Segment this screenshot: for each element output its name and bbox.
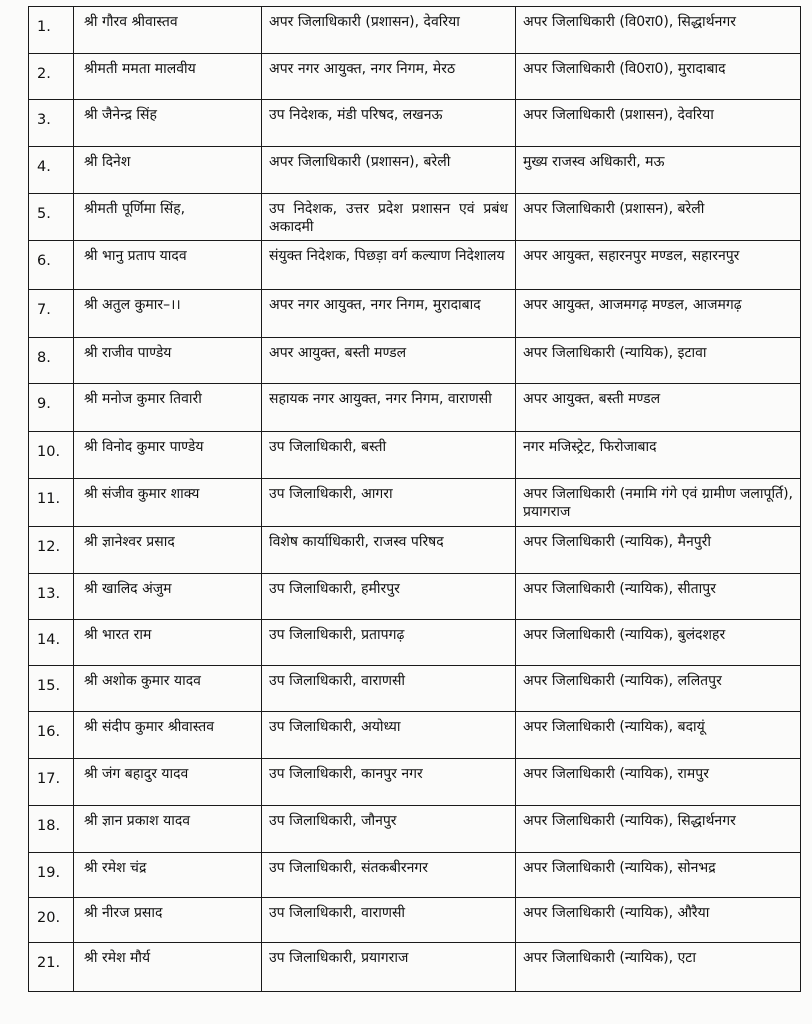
current-posting-cell: अपर जिलाधिकारी (प्रशासन), देवरिया — [262, 7, 516, 54]
serial-number-cell: 12. — [29, 527, 74, 574]
officer-name-cell: श्री भानु प्रताप यादव — [74, 241, 262, 290]
officer-name-cell: श्री भारत राम — [74, 620, 262, 666]
transfer-table — [28, 6, 801, 992]
officer-name-cell: श्री विनोद कुमार पाण्डेय — [74, 432, 262, 479]
current-posting-cell: उप जिलाधिकारी, प्रयागराज — [262, 943, 516, 992]
new-posting-cell: अपर जिलाधिकारी (न्यायिक), बुलंदशहर — [516, 620, 801, 666]
serial-number-cell: 4. — [29, 147, 74, 194]
table-row — [29, 432, 801, 479]
table-row — [29, 290, 801, 338]
serial-number-cell: 18. — [29, 806, 74, 853]
current-posting-cell: अपर आयुक्त, बस्ती मण्डल — [262, 338, 516, 384]
officer-name-cell: श्री जैनेन्द्र सिंह — [74, 100, 262, 147]
new-posting-cell: अपर जिलाधिकारी (न्यायिक), मैनपुरी — [516, 527, 801, 574]
new-posting-cell: अपर जिलाधिकारी (न्यायिक), बदायूं — [516, 712, 801, 759]
serial-number-cell: 15. — [29, 666, 74, 712]
current-posting-cell: सहायक नगर आयुक्त, नगर निगम, वाराणसी — [262, 384, 516, 432]
officer-name-cell: श्री नीरज प्रसाद — [74, 898, 262, 943]
table-row — [29, 853, 801, 898]
new-posting-cell: अपर जिलाधिकारी (न्यायिक), रामपुर — [516, 759, 801, 806]
current-posting-cell: संयुक्त निदेशक, पिछड़ा वर्ग कल्याण निदेशालय — [262, 241, 516, 290]
current-posting-cell: उप जिलाधिकारी, कानपुर नगर — [262, 759, 516, 806]
serial-number-cell: 2. — [29, 54, 74, 100]
current-posting-cell: उप जिलाधिकारी, आगरा — [262, 479, 516, 527]
officer-name-cell: श्री जंग बहादुर यादव — [74, 759, 262, 806]
officer-name-cell: श्रीमती पूर्णिमा सिंह, — [74, 194, 262, 241]
table-body — [29, 7, 801, 992]
new-posting-cell: अपर आयुक्त, आजमगढ़ मण्डल, आजमगढ़ — [516, 290, 801, 338]
current-posting-cell: उप जिलाधिकारी, जौनपुर — [262, 806, 516, 853]
current-posting-cell: उप जिलाधिकारी, वाराणसी — [262, 898, 516, 943]
officer-name-cell: श्री राजीव पाण्डेय — [74, 338, 262, 384]
table-row — [29, 7, 801, 54]
table-row — [29, 620, 801, 666]
table-row — [29, 384, 801, 432]
table-row — [29, 898, 801, 943]
current-posting-cell: उप जिलाधिकारी, बस्ती — [262, 432, 516, 479]
table-row — [29, 479, 801, 527]
serial-number-cell: 14. — [29, 620, 74, 666]
current-posting-cell: उप जिलाधिकारी, प्रतापगढ़ — [262, 620, 516, 666]
serial-number-cell: 20. — [29, 898, 74, 943]
serial-number-cell: 1. — [29, 7, 74, 54]
serial-number-cell: 5. — [29, 194, 74, 241]
officer-name-cell: श्री मनोज कुमार तिवारी — [74, 384, 262, 432]
officer-name-cell: श्री अशोक कुमार यादव — [74, 666, 262, 712]
current-posting-cell: उप निदेशक, उत्तर प्रदेश प्रशासन एवं प्रबंध अकादमी — [262, 194, 516, 241]
officer-name-cell: श्री संजीव कुमार शाक्य — [74, 479, 262, 527]
new-posting-cell: अपर आयुक्त, सहारनपुर मण्डल, सहारनपुर — [516, 241, 801, 290]
new-posting-cell: अपर जिलाधिकारी (वि0रा0), सिद्धार्थनगर — [516, 7, 801, 54]
new-posting-cell: अपर जिलाधिकारी (न्यायिक), सीतापुर — [516, 574, 801, 620]
current-posting-cell: उप जिलाधिकारी, वाराणसी — [262, 666, 516, 712]
table-row — [29, 100, 801, 147]
new-posting-cell: अपर जिलाधिकारी (प्रशासन), बरेली — [516, 194, 801, 241]
current-posting-cell: उप निदेशक, मंडी परिषद, लखनऊ — [262, 100, 516, 147]
current-posting-cell: उप जिलाधिकारी, हमीरपुर — [262, 574, 516, 620]
new-posting-cell: अपर जिलाधिकारी (प्रशासन), देवरिया — [516, 100, 801, 147]
table-row — [29, 574, 801, 620]
serial-number-cell: 3. — [29, 100, 74, 147]
serial-number-cell: 11. — [29, 479, 74, 527]
officer-name-cell: श्री रमेश चंद्र — [74, 853, 262, 898]
current-posting-cell: उप जिलाधिकारी, संतकबीरनगर — [262, 853, 516, 898]
new-posting-cell: अपर जिलाधिकारी (न्यायिक), ललितपुर — [516, 666, 801, 712]
table-row — [29, 712, 801, 759]
new-posting-cell: अपर जिलाधिकारी (न्यायिक), सोनभद्र — [516, 853, 801, 898]
new-posting-cell: मुख्य राजस्व अधिकारी, मऊ — [516, 147, 801, 194]
serial-number-cell: 17. — [29, 759, 74, 806]
officer-name-cell: श्रीमती ममता मालवीय — [74, 54, 262, 100]
new-posting-cell: अपर आयुक्त, बस्ती मण्डल — [516, 384, 801, 432]
officer-name-cell: श्री संदीप कुमार श्रीवास्तव — [74, 712, 262, 759]
table-row — [29, 241, 801, 290]
serial-number-cell: 21. — [29, 943, 74, 992]
serial-number-cell: 6. — [29, 241, 74, 290]
new-posting-cell: अपर जिलाधिकारी (न्यायिक), औरैया — [516, 898, 801, 943]
serial-number-cell: 10. — [29, 432, 74, 479]
officer-name-cell: श्री दिनेश — [74, 147, 262, 194]
new-posting-cell: अपर जिलाधिकारी (न्यायिक), इटावा — [516, 338, 801, 384]
officer-name-cell: श्री गौरव श्रीवास्तव — [74, 7, 262, 54]
new-posting-cell: अपर जिलाधिकारी (न्यायिक), एटा — [516, 943, 801, 992]
table-row — [29, 527, 801, 574]
serial-number-cell: 8. — [29, 338, 74, 384]
new-posting-cell: अपर जिलाधिकारी (न्यायिक), सिद्धार्थनगर — [516, 806, 801, 853]
officer-name-cell: श्री अतुल कुमार–।। — [74, 290, 262, 338]
serial-number-cell: 19. — [29, 853, 74, 898]
table-row — [29, 666, 801, 712]
table-row — [29, 943, 801, 992]
table-row — [29, 759, 801, 806]
current-posting-cell: अपर नगर आयुक्त, नगर निगम, मेरठ — [262, 54, 516, 100]
serial-number-cell: 9. — [29, 384, 74, 432]
table-row — [29, 54, 801, 100]
new-posting-cell: अपर जिलाधिकारी (वि0रा0), मुरादाबाद — [516, 54, 801, 100]
serial-number-cell: 13. — [29, 574, 74, 620]
table-row — [29, 147, 801, 194]
new-posting-cell: अपर जिलाधिकारी (नमामि गंगे एवं ग्रामीण जलापूर्ति), प्रयागराज — [516, 479, 801, 527]
officer-name-cell: श्री ज्ञान प्रकाश यादव — [74, 806, 262, 853]
table-row — [29, 194, 801, 241]
serial-number-cell: 7. — [29, 290, 74, 338]
current-posting-cell: उप जिलाधिकारी, अयोध्या — [262, 712, 516, 759]
table-row — [29, 806, 801, 853]
current-posting-cell: अपर जिलाधिकारी (प्रशासन), बरेली — [262, 147, 516, 194]
table-row — [29, 338, 801, 384]
officer-name-cell: श्री खालिद अंजुम — [74, 574, 262, 620]
current-posting-cell: अपर नगर आयुक्त, नगर निगम, मुरादाबाद — [262, 290, 516, 338]
officer-name-cell: श्री रमेश मौर्य — [74, 943, 262, 992]
serial-number-cell: 16. — [29, 712, 74, 759]
officer-name-cell: श्री ज्ञानेश्वर प्रसाद — [74, 527, 262, 574]
new-posting-cell: नगर मजिस्ट्रेट, फिरोजाबाद — [516, 432, 801, 479]
current-posting-cell: विशेष कार्याधिकारी, राजस्व परिषद — [262, 527, 516, 574]
